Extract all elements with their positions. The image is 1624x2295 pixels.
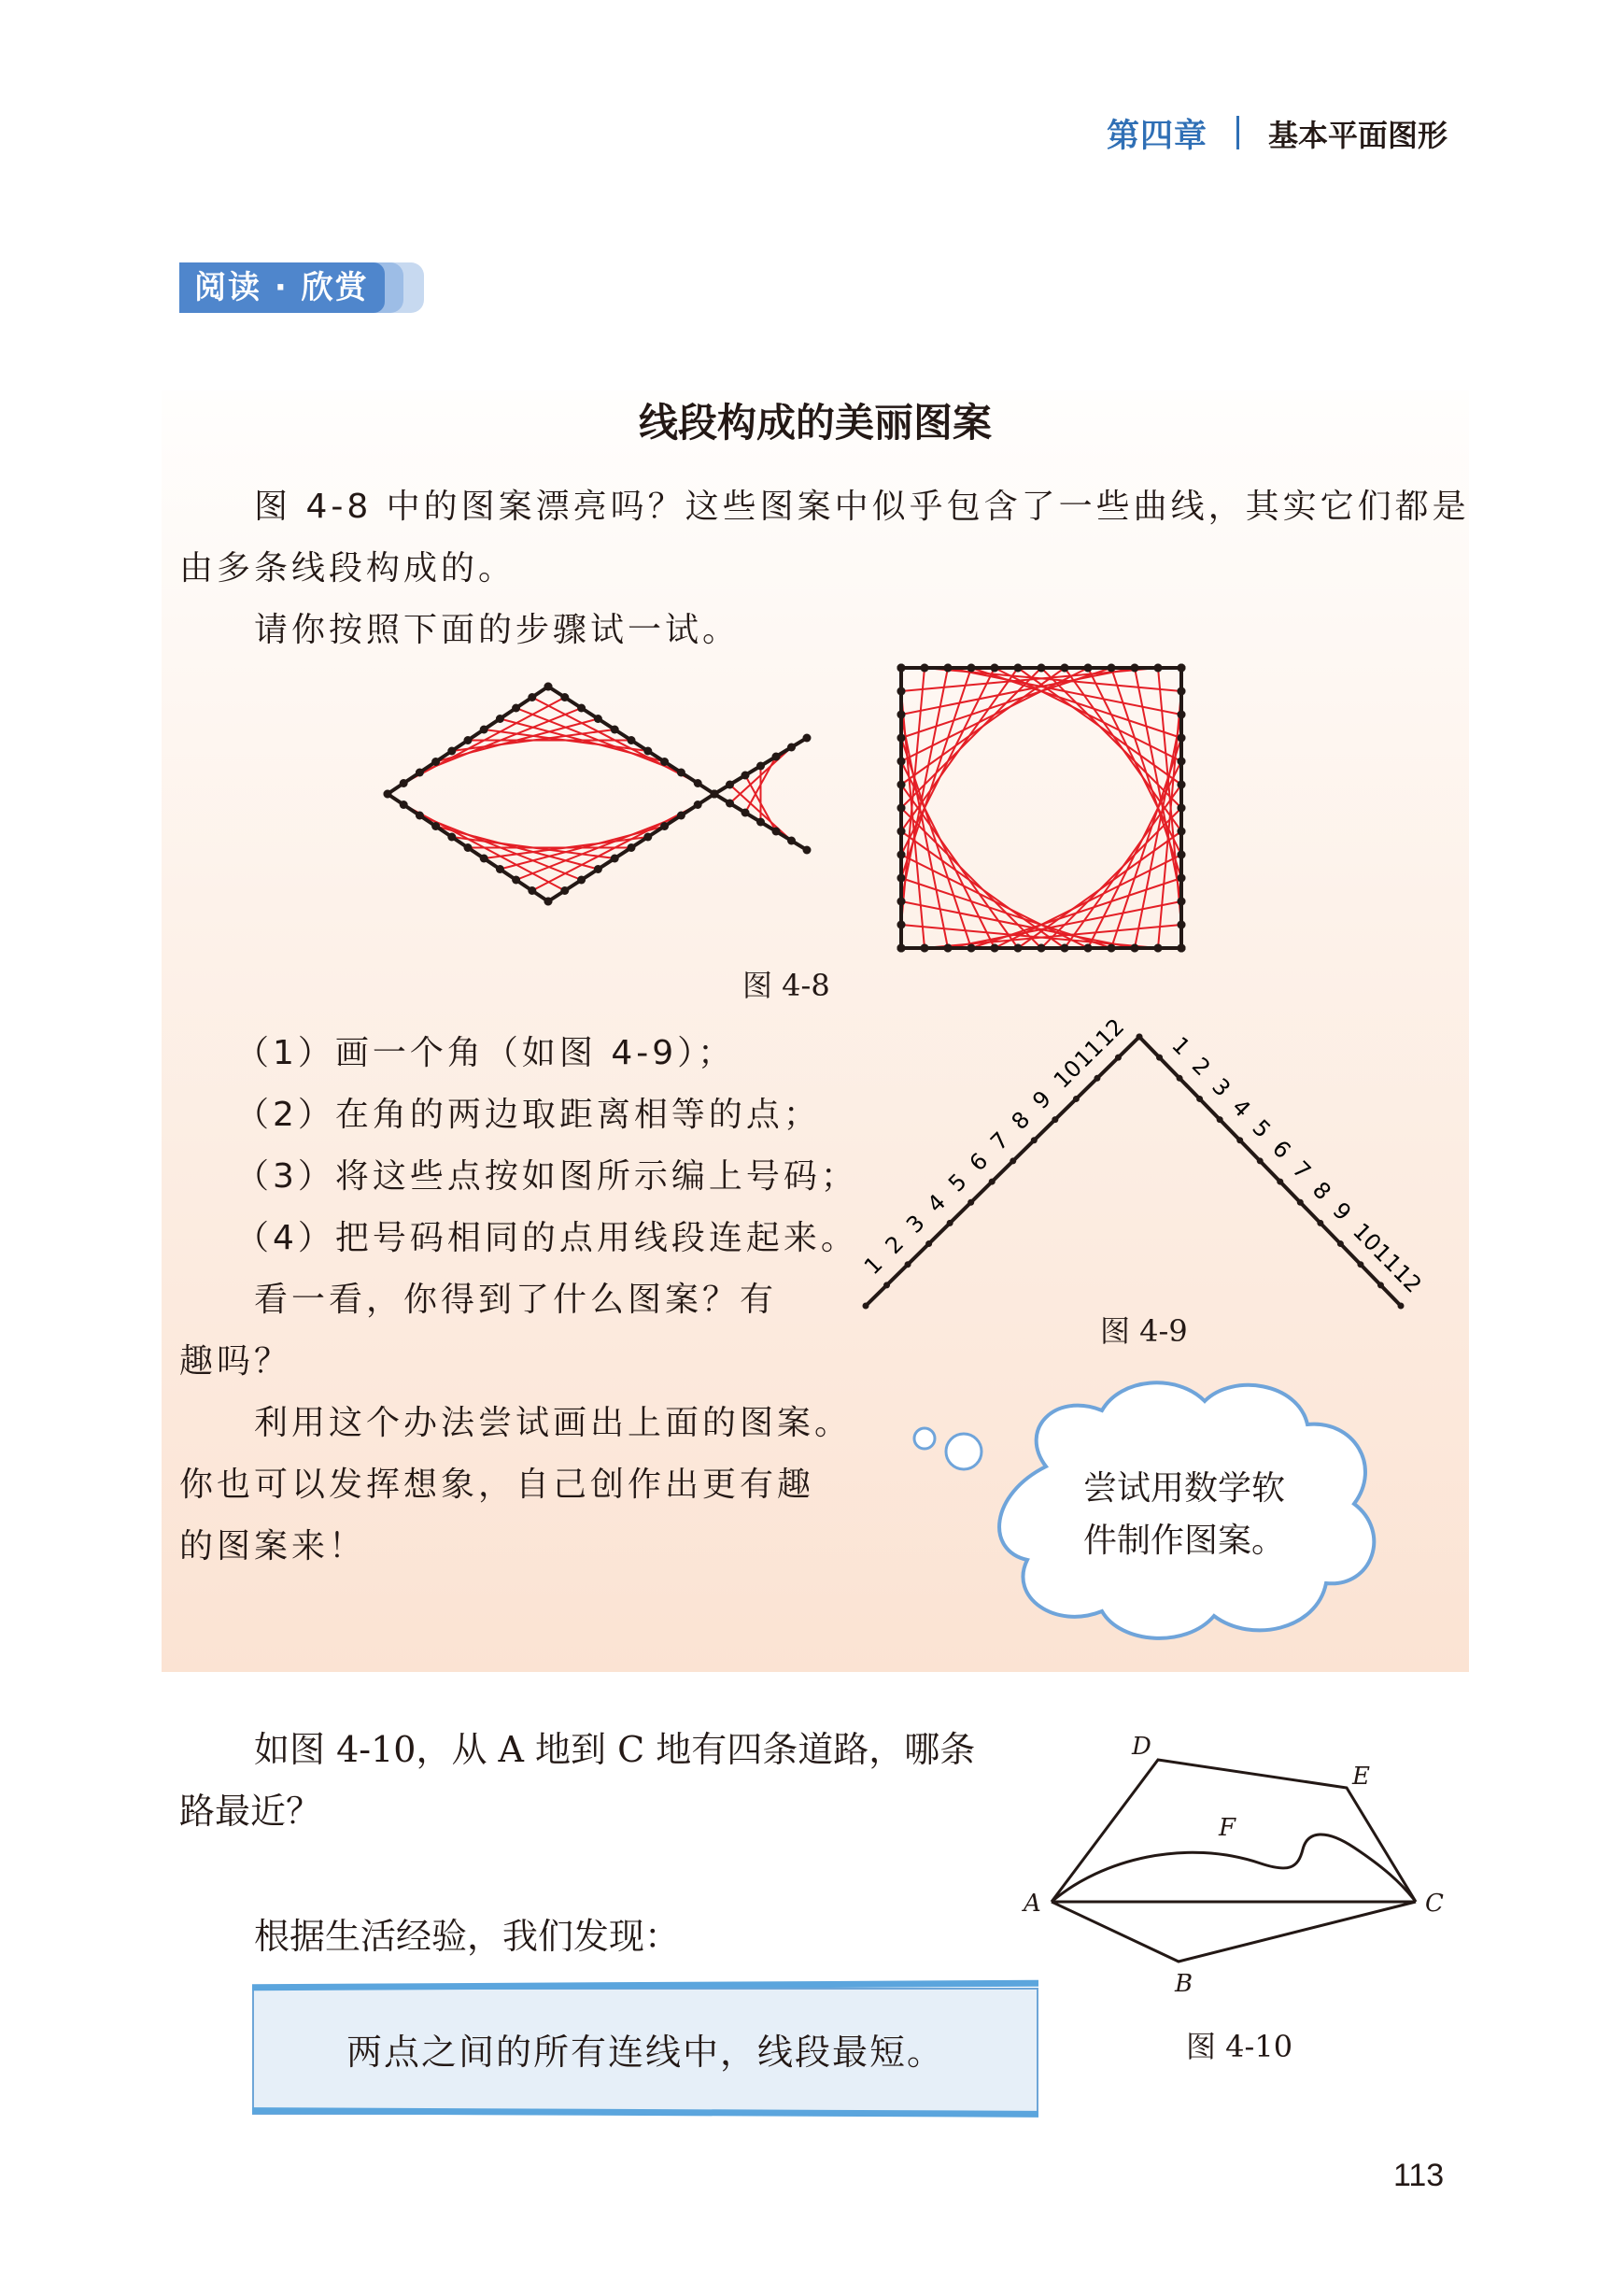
pattern-dot [677,812,685,820]
pattern-dot [611,726,619,734]
step-1: （1）画一个角（如图 4-9）； [235,1034,736,1072]
pattern-dot [803,846,812,855]
pattern-dot [741,772,750,780]
pattern-dot [1014,944,1023,953]
numbered-angle [859,1013,1427,1310]
angle-label-right: 2 [1186,1052,1216,1082]
pattern-dot [384,790,392,799]
pattern-dot [803,734,812,743]
paragraph-4-line-3: 的图案来！ [179,1527,367,1565]
page-number: 113 [1393,2158,1445,2193]
label-B: B [1175,1970,1193,1998]
pattern-dot [1178,944,1186,953]
pattern-dot [447,747,456,756]
pattern-dot [741,809,750,817]
question-line-1: 如图 4-10，从 A 地到 C 地有四条道路，哪条 [254,1729,976,1770]
step-3: （3）将这些点按如图所示编上号码； [235,1157,858,1196]
chapter-label: 第四章 [1107,118,1208,155]
pattern-dot [416,812,424,820]
pattern-dot [897,758,906,766]
pattern-dot [1178,828,1186,836]
pattern-dot [643,747,652,756]
pattern-dot [1073,1096,1080,1102]
pattern-dot [677,769,685,777]
pattern-dot [897,921,906,929]
paragraph-4-line-1: 利用这个办法尝试画出上面的图案。 [254,1404,853,1442]
pattern-dot [1108,944,1116,953]
pattern-dot [431,758,440,766]
pattern-dot [694,800,702,809]
pattern-dot [464,843,473,852]
label-D: D [1132,1733,1151,1761]
pattern-dot [1377,1282,1384,1288]
pattern-dot [921,664,929,673]
angle-label-right: 4 [1226,1094,1256,1123]
pattern-dot [944,664,953,673]
pattern-dot [643,833,652,842]
square-pattern [897,664,1186,953]
pattern-dot [905,1261,911,1268]
paragraph-1-line-1: 图 4-8 中的图案漂亮吗？这些图案中似乎包含了一些曲线，其实它们都是 [254,488,1470,526]
angle-label-right: 12 [1388,1259,1427,1298]
pattern-dot [1178,874,1186,883]
pattern-dot [787,837,796,845]
angle-label-left: 2 [880,1230,910,1259]
angle-label-left: 11 [1069,1034,1109,1073]
pattern-dot [1178,758,1186,766]
angle-label-left: 9 [1027,1085,1056,1114]
finding-text: 根据生活经验，我们发现： [254,1916,681,1957]
angle-label-right: 11 [1367,1239,1407,1278]
pattern-dot [897,828,906,836]
pattern-dot [1131,944,1139,953]
pattern-dot [1038,664,1046,673]
pattern-dot [883,1282,890,1288]
pattern-dot [1178,804,1186,813]
pattern-dot [947,1220,953,1226]
angle-label-left: 4 [922,1189,952,1218]
pattern-dot [528,886,536,895]
angle-label-left: 1 [858,1251,888,1281]
reading-title: 线段构成的美丽图案 [638,400,992,446]
step-4: （4）把号码相同的点用线段连起来。 [235,1219,858,1257]
pattern-dot [594,715,602,723]
angle-label-left: 5 [943,1168,972,1197]
pattern-dot [1131,664,1139,673]
angle-label-right: 7 [1287,1155,1317,1185]
angle-label-left: 3 [901,1210,930,1239]
figure-4-9-caption: 图 4-9 [1100,1313,1188,1349]
pattern-dot [431,822,440,830]
header-divider [1236,116,1239,149]
pattern-dot [1038,944,1046,953]
pattern-dot [897,898,906,906]
label-F: F [1219,1814,1236,1842]
fish-pattern [384,683,812,906]
pattern-dot [897,734,906,743]
pattern-dot [726,800,734,808]
pattern-dot [1297,1199,1304,1206]
pattern-dot [726,781,734,789]
pattern-dot [944,944,953,953]
angle-label-right: 1 [1166,1031,1195,1061]
pattern-dot [594,865,602,873]
angle-label-right: 6 [1266,1135,1296,1164]
pattern-dot [1317,1220,1323,1226]
paragraph-3-line-2: 趣吗？ [179,1342,292,1381]
pattern-dot [1196,1096,1203,1102]
angle-label-left: 12 [1090,1013,1130,1053]
pattern-dot [967,944,976,953]
label-C: C [1425,1890,1444,1918]
paragraph-2: 请你按照下面的步骤试一试。 [254,611,741,649]
pattern-dot [897,781,906,789]
pattern-dot [897,687,906,696]
pattern-dot [787,744,796,752]
pattern-dot [1178,664,1186,673]
angle-label-right: 5 [1247,1114,1277,1143]
path-AFC [1052,1835,1416,1902]
pattern-dot [496,865,504,873]
pattern-dot [480,726,488,734]
pattern-dot [772,753,781,761]
pattern-dot [1398,1303,1405,1310]
pattern-dot [863,1303,869,1310]
paragraph-1-line-2: 由多条线段构成的。 [179,549,516,588]
pattern-dot [496,715,504,723]
pattern-dot [628,843,636,852]
bubble-line-1: 尝试用数学软 [1083,1469,1286,1508]
pattern-dot [1178,921,1186,929]
angle-label-left: 6 [964,1147,994,1177]
pattern-dot [925,1240,932,1247]
pattern-dot [1061,944,1069,953]
pattern-dot [1177,1075,1183,1082]
angle-label-right: 3 [1207,1072,1236,1102]
angle-label-right: 9 [1327,1197,1357,1226]
pattern-dot [711,790,719,799]
figure-4-10 [1018,1728,1476,2008]
pattern-dot [528,693,536,701]
pattern-dot [1094,1075,1100,1082]
pattern-dot [1257,1157,1264,1164]
pattern-dot [897,804,906,813]
pattern-dot [400,779,408,787]
pattern-dot [1277,1179,1283,1185]
pattern-dot [512,704,520,713]
pattern-dot [577,704,586,713]
pattern-dot [756,818,765,827]
reading-badge: 阅读 · 欣赏 [179,262,385,313]
pattern-dot [660,822,669,830]
pattern-dot [1178,734,1186,743]
pattern-dot [1178,781,1186,789]
pattern-dot [560,886,569,895]
pattern-dot [897,944,906,953]
pattern-dot [897,851,906,859]
pattern-dot [991,944,999,953]
pattern-dot [1084,664,1093,673]
pattern-dot [1357,1261,1363,1268]
paragraph-3-line-1: 看一看，你得到了什么图案？有 [254,1281,778,1319]
angle-label-left: 7 [985,1126,1014,1156]
pattern-dot [1217,1116,1223,1123]
pattern-dot [897,874,906,883]
pattern-dot [1178,711,1186,719]
pattern-dot [1154,664,1163,673]
pattern-dot [1061,664,1069,673]
pattern-dot [897,711,906,719]
pattern-dot [967,1199,974,1206]
pattern-dot [1178,851,1186,859]
string-line [901,668,1065,785]
pattern-dot [577,876,586,885]
pattern-dot [1115,1055,1122,1061]
figure-4-8-caption: 图 4-8 [742,968,830,1003]
pattern-dot [897,664,906,673]
pattern-dot [1084,944,1093,953]
pattern-dot [611,855,619,863]
path-ABC [1052,1902,1416,1962]
figure-4-9 [840,1009,1457,1326]
pattern-dot [772,828,781,836]
pattern-dot [416,769,424,777]
pattern-dot [1010,1157,1016,1164]
pattern-dot [1108,664,1116,673]
question-line-2: 路最近？ [179,1791,322,1832]
pattern-dot [1178,687,1186,696]
pattern-dot [967,664,976,673]
pattern-dot [694,779,702,787]
figure-4-8 [355,654,1251,962]
pattern-dot [1031,1137,1038,1143]
pattern-dot [512,876,520,885]
pattern-dot [921,944,929,953]
figure-4-10-caption: 图 4-10 [1186,2029,1293,2064]
angle-label-right: 10 [1348,1217,1387,1257]
pattern-dot [464,736,473,744]
pattern-dot [628,736,636,744]
pattern-dot [560,693,569,701]
angle-label-right: 8 [1307,1176,1336,1206]
pattern-dot [544,898,553,906]
pattern-dot [1052,1116,1058,1123]
pattern-dot [1337,1240,1344,1247]
pattern-dot [1178,898,1186,906]
label-E: E [1352,1763,1370,1791]
label-A: A [1024,1890,1041,1918]
bubble-line-2: 件制作图案。 [1083,1522,1286,1560]
paragraph-4-line-2: 你也可以发挥想象，自己创作出更有趣 [179,1466,815,1504]
pattern-dot [1236,1137,1243,1143]
angle-label-left: 10 [1048,1055,1088,1094]
bubble-text [1083,1463,1298,1567]
pattern-dot [1014,664,1023,673]
angle-label-left: 8 [1006,1106,1036,1136]
key-fact-text: 两点之间的所有连线中，线段最短。 [346,2032,944,2073]
pattern-dot [660,758,669,766]
pattern-dot [1137,1034,1143,1041]
pattern-dot [447,833,456,842]
chapter-title: 基本平面图形 [1268,118,1448,153]
pattern-dot [989,1179,996,1185]
pattern-dot [544,683,553,691]
step-2: （2）在角的两边取距离相等的点； [235,1096,821,1134]
pattern-dot [480,855,488,863]
pattern-dot [400,800,408,809]
pattern-dot [1156,1055,1163,1061]
pattern-dot [991,664,999,673]
pattern-dot [1154,944,1163,953]
pattern-dot [756,762,765,771]
